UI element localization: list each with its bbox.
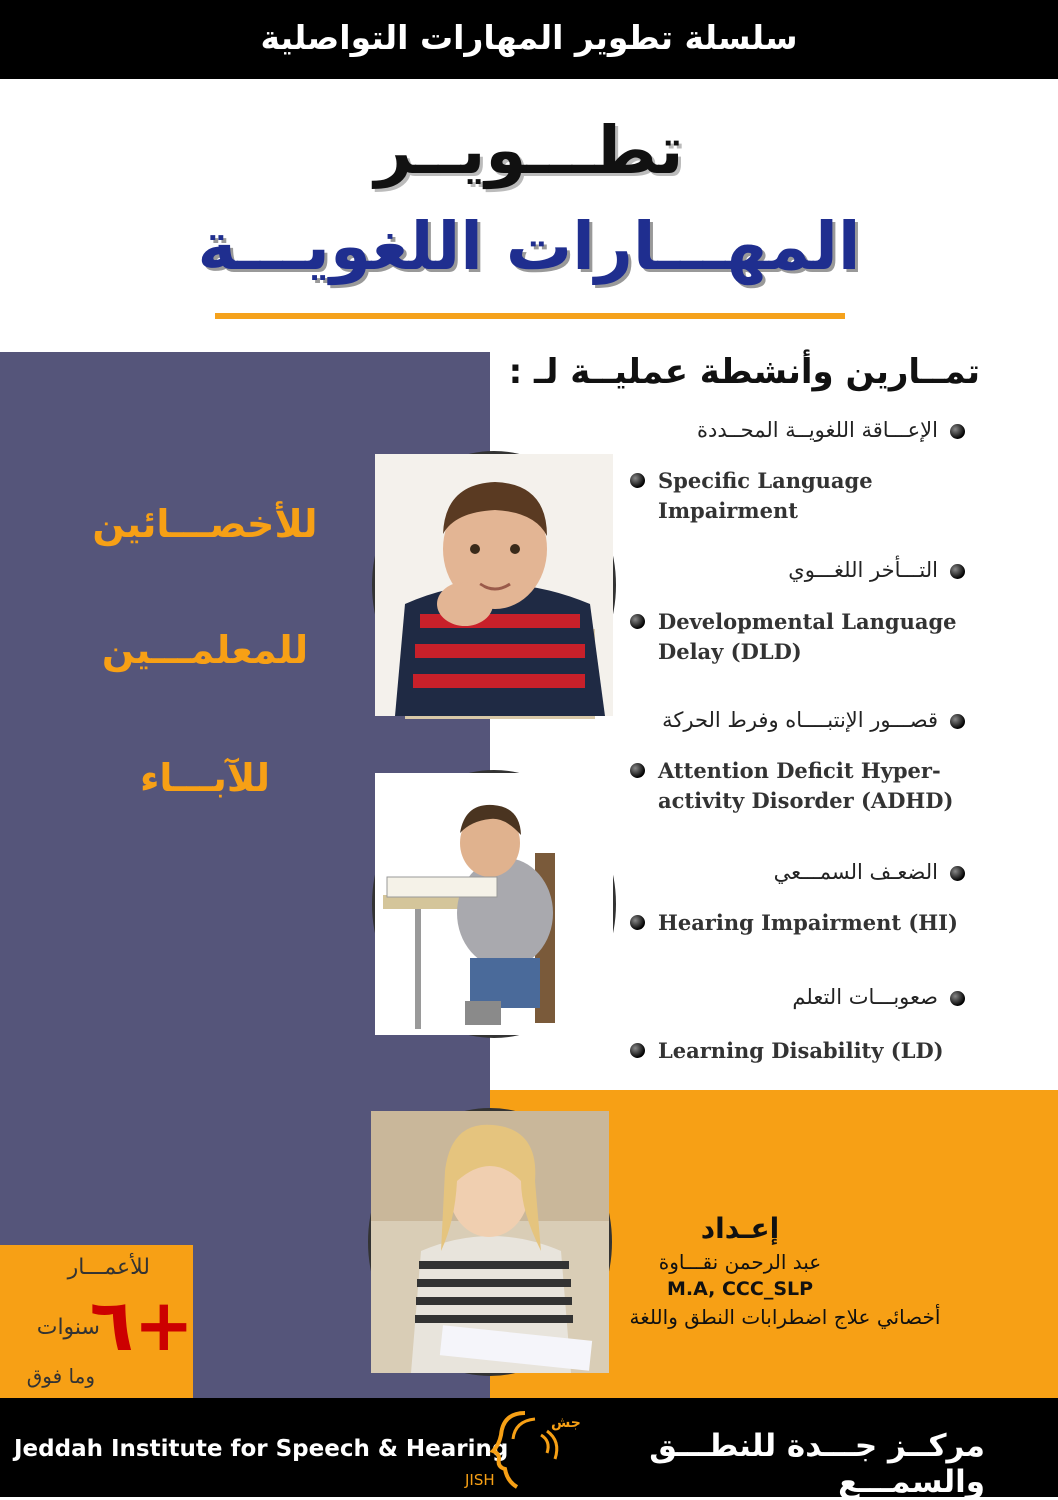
age-years: سنوات bbox=[36, 1315, 100, 1340]
title-line2: المهـــارات اللغويـــة bbox=[197, 208, 861, 285]
intro-heading: تمــارين وأنشطة عمليــة لـ : bbox=[508, 352, 980, 392]
jish-logo bbox=[455, 1405, 581, 1495]
bullet-icon bbox=[950, 424, 965, 439]
audience-parents: للآبـــاء bbox=[139, 756, 271, 800]
disorder-en-2: Developmental Language Delay (DLD) bbox=[630, 607, 975, 667]
disorder-ar-2: التـــأخر اللغـــوي bbox=[640, 558, 965, 582]
author-title: أخصائي علاج اضطرابات النطق واللغة bbox=[629, 1305, 941, 1329]
age-number: +٦ bbox=[89, 1283, 194, 1367]
disorder-en-4: Hearing Impairment (HI) bbox=[630, 908, 975, 938]
age-label: للأعمـــار bbox=[67, 1255, 150, 1280]
disorder-en-3: Attention Deficit Hyper-activity Disorder (ADHD) bbox=[630, 756, 975, 816]
head-profile-icon bbox=[455, 1405, 581, 1495]
prepared-by-label: إعـداد bbox=[700, 1212, 780, 1245]
author-credentials: M.A, CCC_SLP bbox=[666, 1278, 814, 1300]
institute-name-ar: مركــز جـــدة للنطـــق والسمـــع bbox=[649, 1428, 985, 1500]
photo-girl-reading bbox=[368, 1108, 612, 1376]
bullet-icon bbox=[630, 473, 645, 488]
audience-teachers: للمعلمـــين bbox=[101, 628, 309, 672]
bullet-icon bbox=[630, 915, 645, 930]
age-above: وما فوق bbox=[26, 1364, 95, 1388]
disorder-en-5: Learning Disability (LD) bbox=[630, 1036, 975, 1066]
bullet-icon bbox=[950, 714, 965, 729]
bullet-icon bbox=[950, 866, 965, 881]
bullet-icon bbox=[950, 991, 965, 1006]
bullet-icon bbox=[630, 1043, 645, 1058]
title-line1: تطـــويــر bbox=[374, 112, 684, 189]
bullet-icon bbox=[950, 564, 965, 579]
audience-specialists: للأخصـــائين bbox=[92, 502, 318, 546]
bullet-icon bbox=[630, 614, 645, 629]
disorder-ar-1: الإعـــاقة اللغويــة المحــددة bbox=[640, 418, 965, 442]
logo-text-en: JISH bbox=[465, 1471, 495, 1489]
disorder-ar-5: صعوبـــات التعلم bbox=[640, 985, 965, 1009]
title-underline bbox=[215, 313, 845, 319]
photo-boy-writing bbox=[372, 770, 616, 1038]
disorder-ar-3: قصـــور الإنتبــــاه وفرط الحركة bbox=[640, 708, 965, 732]
series-title: سلسلة تطوير المهارات التواصلية bbox=[260, 18, 798, 57]
photo-boy-thinking bbox=[372, 451, 616, 719]
disorder-ar-4: الضعـف السمـــعي bbox=[640, 860, 965, 884]
institute-name-en: Jeddah Institute for Speech & Hearing bbox=[14, 1436, 509, 1462]
bullet-icon bbox=[630, 763, 645, 778]
logo-text-ar: جش bbox=[551, 1415, 581, 1431]
disorder-en-1: Specific Language Impairment bbox=[630, 466, 975, 526]
author-name: عبد الرحمن نقـــاوة bbox=[658, 1250, 822, 1274]
